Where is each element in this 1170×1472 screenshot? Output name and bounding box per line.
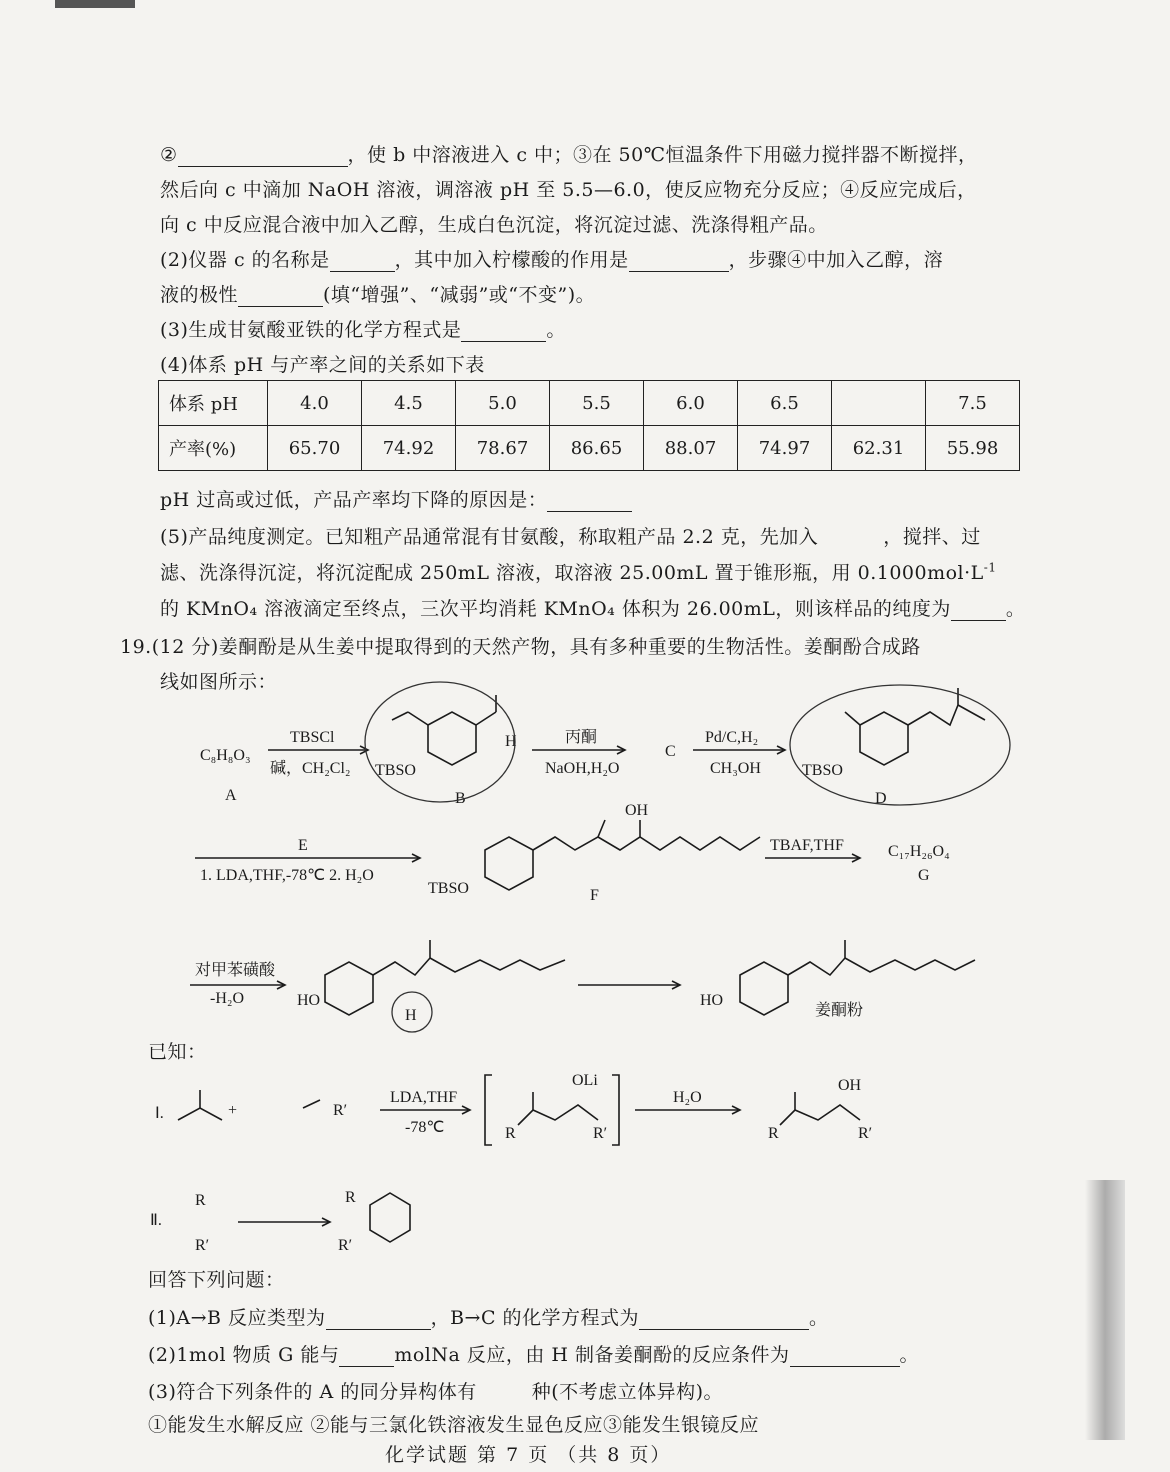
product-name: 姜酮粉 [815, 1002, 864, 1019]
r4-cond: 1. LDA,THF,-78℃ 2. H₂O [200, 867, 374, 884]
table-cell: 78.67 [456, 426, 550, 471]
circle-2: ② [160, 144, 178, 166]
q2-text-d: 液的极性 [160, 284, 239, 306]
H-label: H [405, 1007, 417, 1024]
cyclohexene-ring [370, 1193, 410, 1242]
benzene-ring-B [428, 712, 476, 765]
answer-blank[interactable] [339, 1348, 394, 1367]
E-label: E [298, 837, 308, 854]
answer-blank[interactable] [790, 1348, 900, 1367]
benzene-ring-F [485, 837, 533, 890]
A-label: A [225, 787, 237, 804]
q2-end: 。 [899, 1344, 920, 1366]
table-cell: 65.70 [268, 426, 362, 471]
table-cell: 7.5 [926, 381, 1020, 426]
q2-text-b: ，其中加入柠檬酸的作用是 [394, 249, 629, 271]
table-cell: 4.0 [268, 381, 362, 426]
table-cell: 88.07 [644, 426, 738, 471]
q2b-text: molNa 反应，由 H 制备姜酮酚的反应条件为 [394, 1344, 790, 1366]
R-prime-4: R′ [195, 1237, 210, 1254]
TBSO-D: TBSO [802, 762, 843, 779]
benzene-ring-H [325, 962, 373, 1015]
q4-after-text: pH 过高或过低，产品产率均下降的原因是： [160, 489, 548, 511]
q1-text-a: (1)A→B 反应类型为 [148, 1307, 326, 1329]
answer-blank[interactable] [477, 1386, 532, 1404]
para1-text: ，使 b 中溶液进入 c 中；③在 50℃恒温条件下用磁力搅拌器不断搅拌， [347, 144, 978, 166]
page-footer: 化学试题 第 7 页 （共 8 页） [385, 1444, 672, 1466]
table-header-cell: 体系 pH [159, 381, 268, 426]
answer-blank[interactable] [326, 1311, 431, 1330]
D-label: D [875, 790, 887, 807]
table-cell: 5.0 [456, 381, 550, 426]
table-header-cell: 产率(%) [159, 426, 268, 471]
para1-line3: 向 c 中反应混合液中加入乙醇，生成白色沉淀，将沉淀过滤、洗涤得粗产品。 [160, 214, 828, 236]
q5-text-l2: 滤、洗涤得沉淀，将沉淀配成 250mL 溶液，取溶液 25.00mL 置于锥形瓶，用 0.1000mol·L [160, 562, 984, 584]
q3b-text: 种(不考虑立体异构)。 [531, 1381, 724, 1403]
C-label: C [665, 743, 676, 760]
q3-text: (3)生成甘氨酸亚铁的化学方程式是 [160, 319, 462, 341]
q2-text-a: (2)仪器 c 的名称是 [160, 249, 330, 271]
R-prime-2: R′ [593, 1125, 608, 1142]
F-label: F [590, 887, 599, 904]
table-cell: 74.97 [738, 426, 832, 471]
benzene-ring-product [740, 962, 788, 1015]
answer-blank[interactable] [639, 1311, 809, 1330]
table-cell: 5.5 [550, 381, 644, 426]
q1-text-b: ，B→C 的化学方程式为 [430, 1307, 640, 1329]
r5-cond: TBAF,THF [770, 837, 844, 854]
q1-end: 。 [809, 1307, 829, 1329]
q19-line1: 19.(12 分)姜酮酚是从生姜中提取得到的天然产物，具有多种重要的生物活性。姜酮酚合成路 [120, 636, 921, 658]
q5-text-b: ，搅拌、过 [883, 526, 981, 548]
answer-q2 [148, 1340, 919, 1367]
table-cell: 86.65 [550, 426, 644, 471]
known-II: Ⅱ. [150, 1212, 162, 1229]
h2o: H₂O [673, 1089, 702, 1106]
table-cell: 6.5 [738, 381, 832, 426]
R-3: R [195, 1192, 206, 1209]
r2-bottom: NaOH,H₂O [545, 760, 620, 777]
q5-text-l3: 的 KMnO₄ 溶液滴定至终点，三次平均消耗 KMnO₄ 体积为 26.00mL，则该样品的纯度为 [160, 598, 951, 620]
q19-line2: 线如图所示： [160, 671, 278, 693]
TBSO-B: TBSO [375, 762, 416, 779]
R-2: R [768, 1125, 779, 1142]
answers-intro: 回答下列问题： [148, 1269, 285, 1291]
R-prime-5: R′ [338, 1237, 353, 1254]
r6-top: 对甲苯磺酸 [195, 962, 276, 979]
G-formula: C₁₇H₂₆O₄ [888, 843, 950, 860]
known-title: 已知： [148, 1041, 207, 1063]
answer-q3 [148, 1377, 723, 1404]
HO-H: HO [297, 992, 321, 1009]
A-formula: C₈H₈O₃ [200, 747, 251, 764]
table-cell: 55.98 [926, 426, 1020, 471]
q2-text-e: (填“增强”、“减弱”或“不变”)。 [323, 284, 596, 306]
r2-top: 丙酮 [565, 729, 598, 746]
OLi: OLi [572, 1072, 598, 1089]
G-label: G [918, 867, 930, 884]
R-prime-1: R′ [333, 1102, 348, 1119]
benzene-ring-D [860, 712, 908, 765]
q5-sup: -1 [983, 560, 997, 575]
r3-bottom: CH₃OH [710, 760, 761, 777]
r6-bottom: -H₂O [210, 990, 245, 1007]
q5-end: 。 [1005, 598, 1026, 620]
cond-top: LDA,THF [390, 1089, 458, 1106]
R-4: R [345, 1189, 356, 1206]
answer-conditions: ①能发生水解反应 ②能与三氯化铁溶液发生显色反应③能发生银镜反应 [148, 1414, 760, 1436]
R-prime-3: R′ [858, 1125, 873, 1142]
B-label: B [455, 790, 466, 807]
table-cell: 62.31 [832, 426, 926, 471]
plus: + [228, 1102, 238, 1119]
cond-bottom: -78℃ [405, 1119, 445, 1136]
q2-text-c: ，步骤④中加入乙醇，溶 [728, 249, 944, 271]
table-cell: 6.0 [644, 381, 738, 426]
q2a-text: (2)1mol 物质 G 能与 [148, 1344, 340, 1366]
q5-text-a: (5)产品纯度测定。已知粗产品通常混有甘氨酸，称取粗产品 2.2 克，先加入 [160, 526, 819, 548]
para1-line2: 然后向 c 中滴加 NaOH 溶液，调溶液 pH 至 5.5—6.0，使反应物充分反应；④反应完成后， [160, 179, 977, 201]
pen-circle [365, 682, 515, 802]
pen-circle [790, 685, 1010, 805]
r1-bottom: 碱，CH₂Cl₂ [270, 760, 351, 777]
R-1: R [505, 1125, 516, 1142]
q4-title: (4)体系 pH 与产率之间的关系如下表 [160, 354, 485, 376]
table-cell: 74.92 [362, 426, 456, 471]
OH-F: OH [625, 802, 649, 819]
aldehyde-H: H [505, 733, 517, 750]
known-I: Ⅰ. [155, 1105, 164, 1122]
table-cell: 4.5 [362, 381, 456, 426]
r3-top: Pd/C,H₂ [705, 729, 759, 746]
q3-end: 。 [546, 319, 566, 341]
q3a-text: (3)符合下列条件的 A 的同分异构体有 [148, 1381, 477, 1403]
TBSO-F: TBSO [428, 880, 469, 897]
OH-known: OH [838, 1077, 862, 1094]
HO-product: HO [700, 992, 724, 1009]
r1-top: TBSCl [290, 729, 335, 746]
answer-q1 [148, 1303, 829, 1330]
